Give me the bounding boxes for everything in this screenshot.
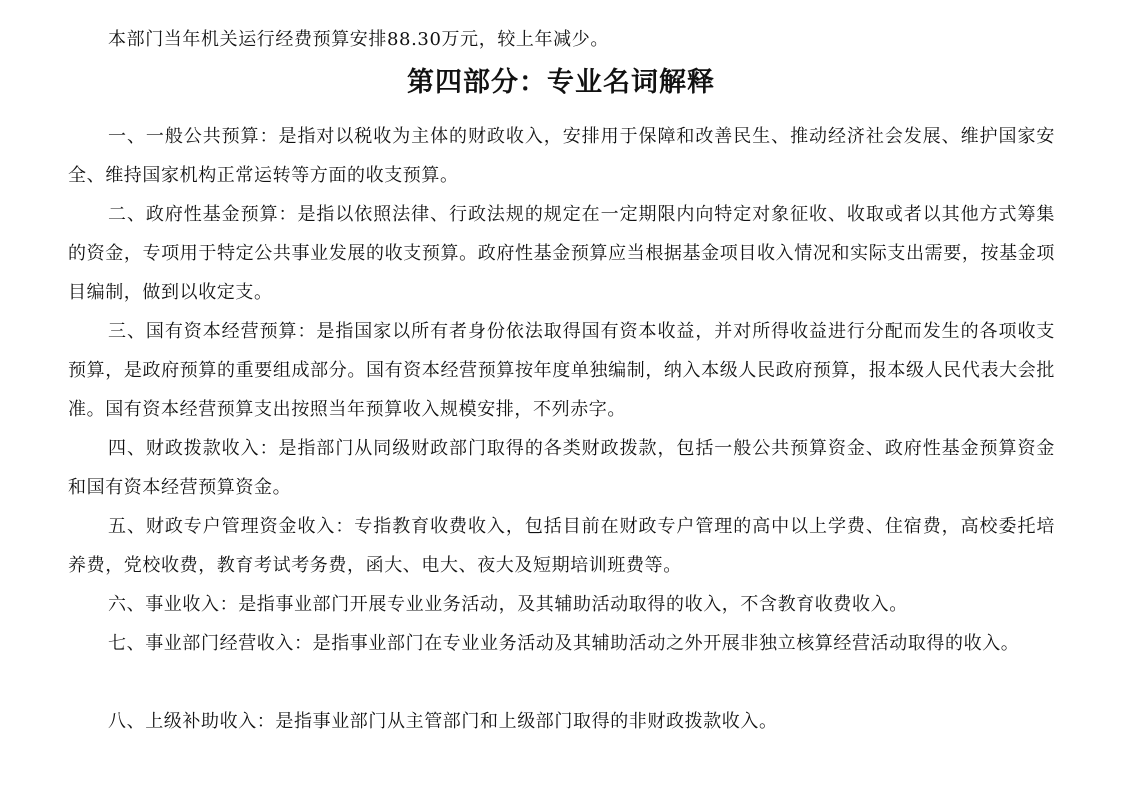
term-general-public-budget: 一、一般公共预算：是指对以税收为主体的财政收入，安排用于保障和改善民生、推动经济社会发展、维护国家安全、维持国家机构正常运转等方面的收支预算。 — [68, 126, 1055, 186]
term-business-income: 六、事业收入：是指事业部门开展专业业务活动，及其辅助活动取得的收入，不含教育收费收入。 — [108, 594, 908, 615]
term-state-capital-budget: 三、国有资本经营预算：是指国家以所有者身份依法取得国有资本收益，并对所得收益进行分配而发生的各项收支预算，是政府预算的重要组成部分。国有资本经营预算按年度单独编制，纳入本级人民政府预算，报本级人民代表大会批准。国有资本经营预算支出按照当年预算收入规模安排，不列赤字。 — [68, 321, 1055, 420]
intro-paragraph: 本部门当年机关运行经费预算安排88.30万元，较上年减少。 — [108, 29, 609, 50]
term-superior-subsidy-income: 八、上级补助收入：是指事业部门从主管部门和上级部门取得的非财政拨款收入。 — [108, 711, 778, 732]
section-title: 第四部分：专业名词解释 — [407, 67, 715, 98]
term-fiscal-appropriation-income: 四、财政拨款收入：是指部门从同级财政部门取得的各类财政拨款，包括一般公共预算资金、政府性基金预算资金和国有资本经营预算资金。 — [68, 438, 1055, 498]
term-special-account-income: 五、财政专户管理资金收入：专指教育收费收入，包括目前在财政专户管理的高中以上学费、住宿费，高校委托培养费，党校收费，教育考试考务费，函大、电大、夜大及短期培训班费等。 — [68, 516, 1055, 576]
term-government-fund-budget: 二、政府性基金预算：是指以依照法律、行政法规的规定在一定期限内向特定对象征收、收取或者以其他方式筹集的资金，专项用于特定公共事业发展的收支预算。政府性基金预算应当根据基金项目收入情况和实际支出需要，按基金项目编制，做到以收定支。 — [68, 204, 1055, 303]
term-operating-income: 七、事业部门经营收入：是指事业部门在专业业务活动及其辅助活动之外开展非独立核算经营活动取得的收入。 — [108, 633, 1020, 654]
